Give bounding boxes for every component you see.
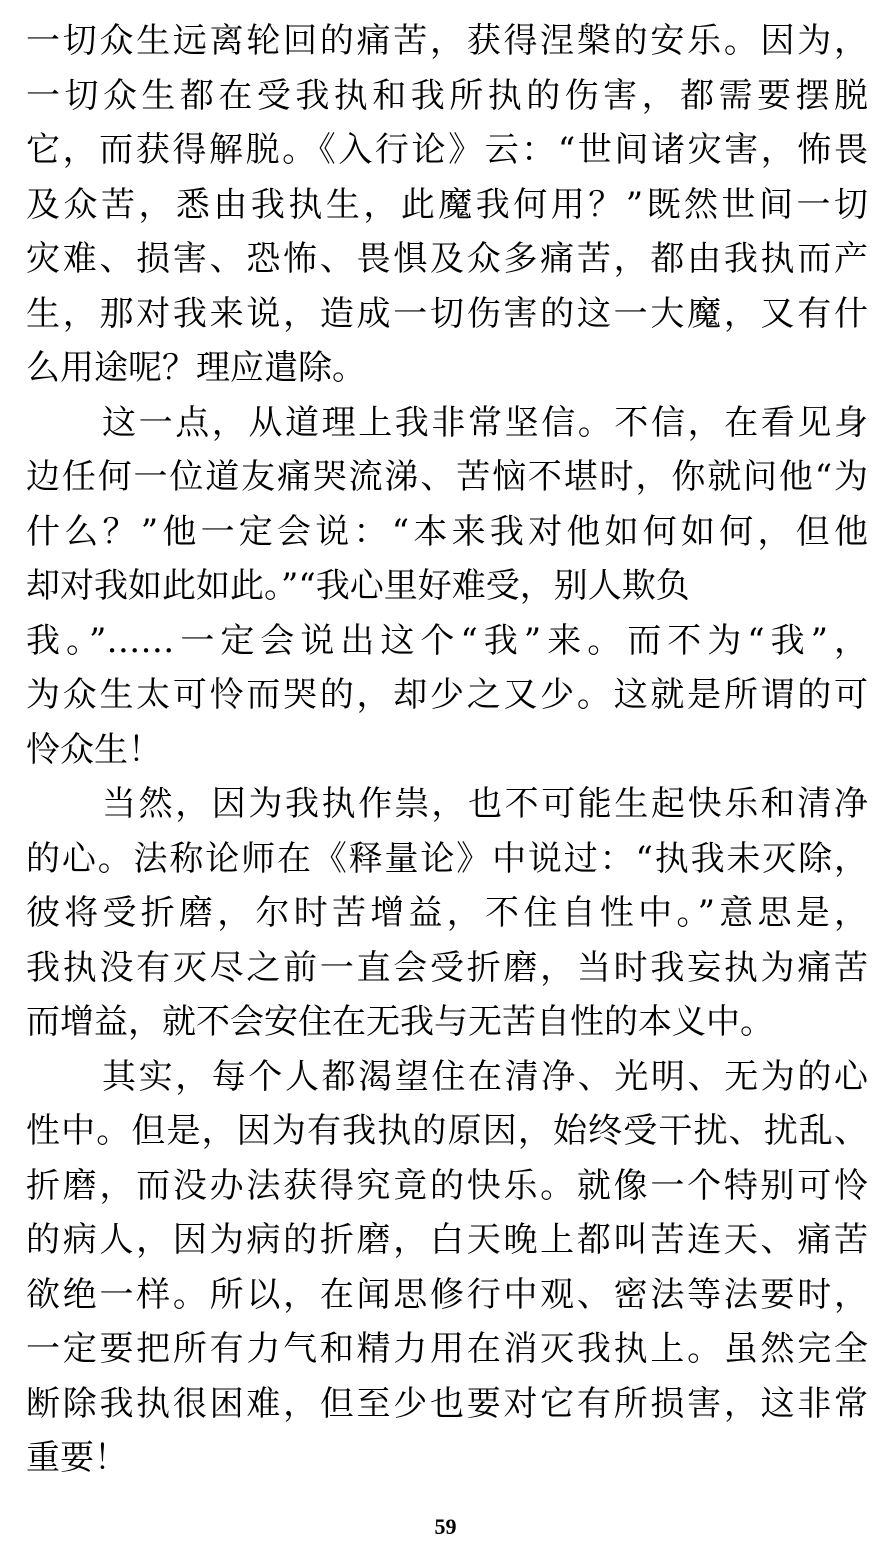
text-line: 断除我执很困难，但至少也要对它有所损害，这非常 bbox=[26, 1383, 868, 1424]
text-line: 我。”……一定会说出这个“我”来。而不为“我”， bbox=[26, 620, 868, 661]
text-line: 么用途呢？理应遣除。 bbox=[26, 348, 366, 388]
text-line: 一切众生都在受我执和我所执的伤害，都需要摆脱 bbox=[26, 75, 868, 116]
text-line: 折磨，而没办法获得究竟的快乐。就像一个特别可怜 bbox=[26, 1165, 868, 1206]
text-line: 彼将受折磨，尔时苦增益，不住自性中。”意思是， bbox=[26, 893, 868, 933]
text-line: 什么？”他一定会说：“本来我对他如何如何，但他 bbox=[26, 511, 868, 552]
text-line: 边任何一位道友痛哭流涕、苦恼不堪时，你就问他“为 bbox=[26, 457, 868, 497]
page-number: 59 bbox=[434, 1514, 457, 1539]
text-line: 这一点，从道理上我非常坚信。不信，在看见身 bbox=[102, 402, 868, 443]
text-line: 而增益，就不会安住在无我与无苦自性的本义中。 bbox=[26, 1002, 774, 1042]
text-line: 当然，因为我执作祟，也不可能生起快乐和清净 bbox=[102, 784, 868, 824]
text-line: 重要！ bbox=[26, 1438, 128, 1478]
paragraph bbox=[26, 14, 868, 396]
text-line: 我执没有灭尽之前一直会受折磨，当时我妄执为痛苦 bbox=[26, 947, 868, 988]
text-line: 却对我如此如此。”“我心里好难受，别人欺负 bbox=[26, 566, 690, 606]
text-line: 灾难、损害、恐怖、畏惧及众多痛苦，都由我执而产 bbox=[26, 239, 868, 279]
text-line: 性中。但是，因为有我执的原因，始终受干扰、扰乱、 bbox=[26, 1111, 868, 1151]
text-line: 生，那对我来说，造成一切伤害的这一大魔，又有什 bbox=[26, 293, 868, 334]
text-line: 的心。法称论师在《释量论》中说过：“执我未灭除， bbox=[26, 838, 868, 879]
text-line: 一切众生远离轮回的痛苦，获得涅槃的安乐。因为， bbox=[26, 21, 868, 61]
text-line: 怜众生！ bbox=[26, 729, 162, 770]
paragraph bbox=[26, 396, 868, 778]
body-text bbox=[26, 14, 868, 1486]
text-line: 为众生太可怜而哭的，却少之又少。这就是所谓的可 bbox=[26, 675, 868, 715]
text-line: 其实，每个人都渴望住在清净、光明、无为的心 bbox=[102, 1056, 868, 1097]
text-line: 及众苦，悉由我执生，此魔我何用？”既然世间一切 bbox=[26, 184, 868, 225]
text-line: 的病人，因为病的折磨，白天晚上都叫苦连天、痛苦 bbox=[26, 1220, 868, 1260]
paragraph bbox=[26, 777, 868, 1050]
text-line: 一定要把所有力气和精力用在消灭我执上。虽然完全 bbox=[26, 1329, 868, 1369]
paragraph bbox=[26, 1050, 868, 1486]
text-line: 欲绝一样。所以，在闻思修行中观、密法等法要时， bbox=[26, 1274, 868, 1315]
text-line: 它，而获得解脱。《入行论》云：“世间诸灾害，怖畏 bbox=[26, 130, 868, 170]
